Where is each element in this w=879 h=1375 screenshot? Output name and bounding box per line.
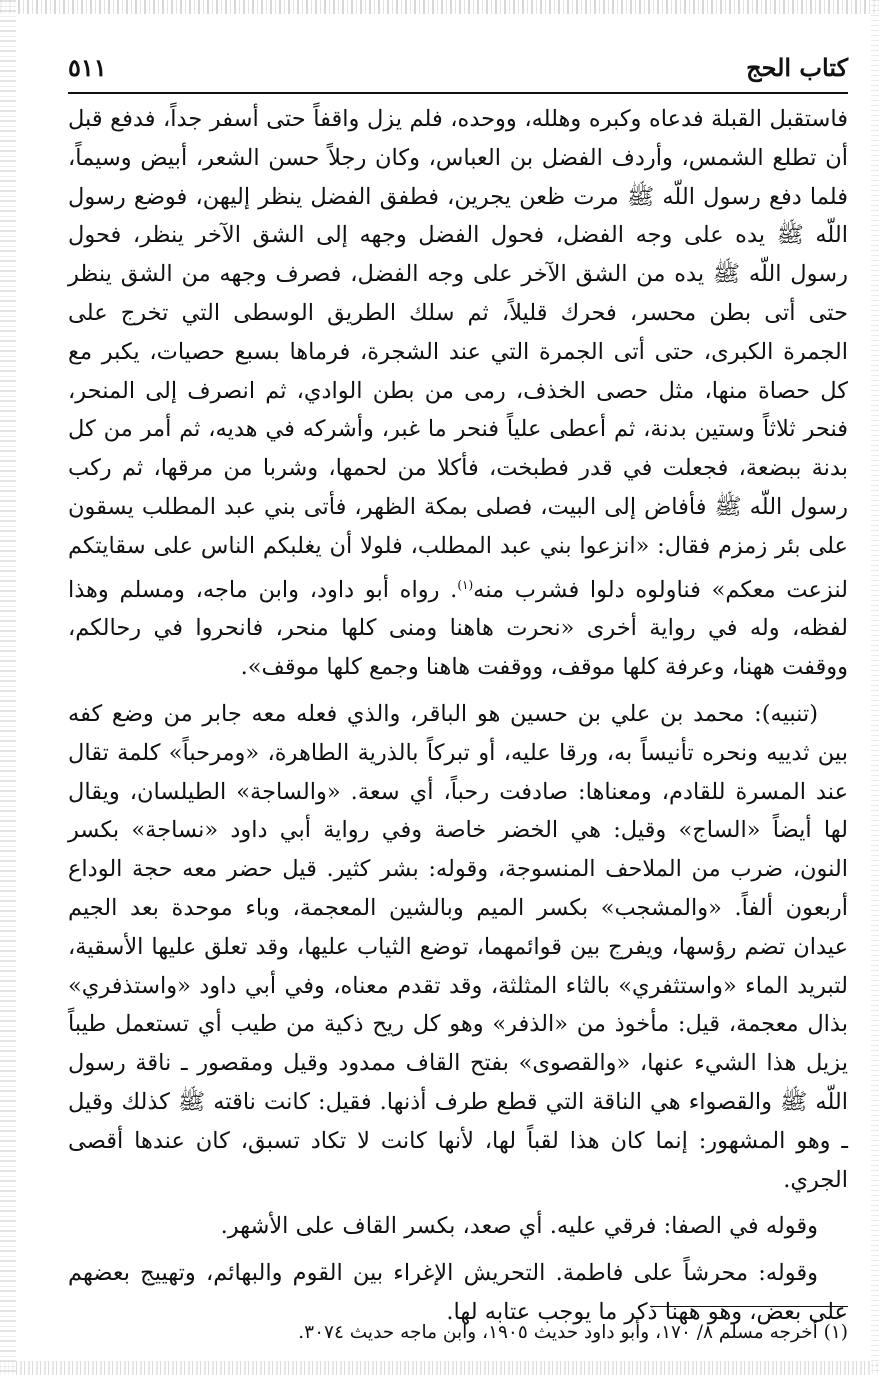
scan-edge-top	[0, 0, 879, 14]
paragraph-note: (تنبيه): محمد بن علي بن حسين هو الباقر، والذي فعله معه جابر من وضع كفه بين ثدييه ونحره تأنيساً به، ورقا عليه، أو تبركاً بالذرية الطاهرة، «ومرحباً» كلمة تقال عند المسرة للقادم، ومعناها: صادفت رحباً، أي سعة. «والساجة» الطيلسان، ويقال لها أيضاً «الساج» وقيل: هي الخضر خاصة وفي رواية أبي داود «نساجة» بكسر النون، ضرب من الملاحف المنسوجة، وقوله: بشر كثير. قيل حضر معه حجة الوداع أربعون ألفاً. «والمشجب» بكسر الميم وبالشين المعجمة، وباء موحدة بعد الجيم عيدان تضم رؤسها، ويفرج بين قوائمهما، توضع الثياب عليها، وقد تعلق عليها الأسقية، لتبريد الماء «واستثفري» بالثاء المثلثة، وقد تقدم معناه، وفي أبي داود «واستذفري» بذال معجمة، قيل: مأخوذ من «الذفر» وهو كل ريح ذكية من طيب أي تستعمل طيباً يزيل هذا الشيء عنها، «والقصوى» بفتح القاف ممدود وقيل ومقصور ـ ناقة رسول اللّه ﷺ والقصواء هي الناقة التي قطع طرف أذنها. فقيل: كانت ناقته ﷺ كذلك وقيل ـ وهو المشهور: إنما كان هذا لقباً لها، لأنها كانت لا تكاد تسبق، كان عندها أقصى الجري.	[68, 700, 848, 1193]
paragraph-fatima: وقوله: محرشاً على فاطمة. التحريش الإغراء بين القوم والبهائم، وتهييج بعضهم على بعض، وهو ههنا ذكر ما يوجب عتابه لها.	[68, 1260, 848, 1325]
paragraph-hadith	[68, 100, 848, 687]
scan-edge-right	[871, 0, 879, 1375]
chapter-title: كتاب الحج	[746, 52, 848, 82]
paragraph-hadith-text: فاستقبل القبلة فدعاه وكبره وهلله، ووحده، فلم يزل واقفاً حتى أسفر جداً، فدفع قبل أن تطلع الشمس، وأردف الفضل بن العباس، وكان رجلاً حسن الشعر، أبيض وسيماً، فلما دفع رسول اللّه ﷺ مرت ظعن يجرين، فطفق الفضل ينظر إليهن، فوضع رسول اللّه ﷺ يده على وجه الفضل، فحول الفضل وجهه إلى الشق الآخر ينظر، فحول رسول اللّه ﷺ يده من الشق الآخر على وجه الفضل، فصرف وجهه من الشق ينظر حتى أتى بطن محسر، فحرك قليلاً، ثم سلك الطريق الوسطى التي تخرج على الجمرة الكبرى، حتى أتى الجمرة التي عند الشجرة، فرماها بسبع حصيات، يكبر مع كل حصاة منها، مثل حصى الخذف، رمى من بطن الوادي، ثم انصرف إلى المنحر، فنحر ثلاثاً وستين بدنة، ثم أعطى علياً فنحر ما غبر، وأشركه في هديه، ثم أمر من كل بدنة ببضعة، فجعلت في قدر فطبخت، فأكلا من لحمها، وشربا من مرقها، ثم ركب رسول اللّه ﷺ فأفاض إلى البيت، فصلى بمكة الظهر، فأتى بني عبد المطلب يسقون على بئر زمزم فقال: «انزعوا بني عبد المطلب، فلولا أن يغلبكم الناس على سقايتكم لنزعت معكم» فناولوه دلوا فشرب منه	[68, 106, 848, 603]
paragraph-safa: وقوله في الصفا: فرقي عليه. أي صعد، بكسر القاف على الأشهر.	[220, 1213, 818, 1240]
paragraph-gap	[68, 1246, 848, 1254]
scan-edge-bottom	[0, 1361, 879, 1375]
paragraph-gap	[68, 1199, 848, 1207]
paragraph-hadith-text-after: . رواه أبو داود، وابن ماجه، ومسلم وهذا لفظه، وله في رواية أخرى «نحرت هاهنا ومنى كلها منحر، فانحروا في رحالكم، ووقفت ههنا، وعرفة كلها موقف، ووقفت هاهنا وجمع كلها موقف».	[68, 576, 848, 681]
main-text	[68, 100, 848, 1332]
paragraph-gap	[68, 687, 848, 695]
scan-edge-left	[0, 0, 16, 1375]
footnote: (١) أخرجه مسلم ٨/ ١٧٠، وأبو داود حديث ١٩٠٥، وابن ماجه حديث ٣٠٧٤.	[298, 1322, 848, 1343]
page-number: ٥١١	[68, 52, 107, 82]
footnote-divider	[650, 1306, 848, 1307]
footnote-marker[interactable]: (١)	[457, 577, 474, 592]
page-header	[68, 42, 848, 94]
